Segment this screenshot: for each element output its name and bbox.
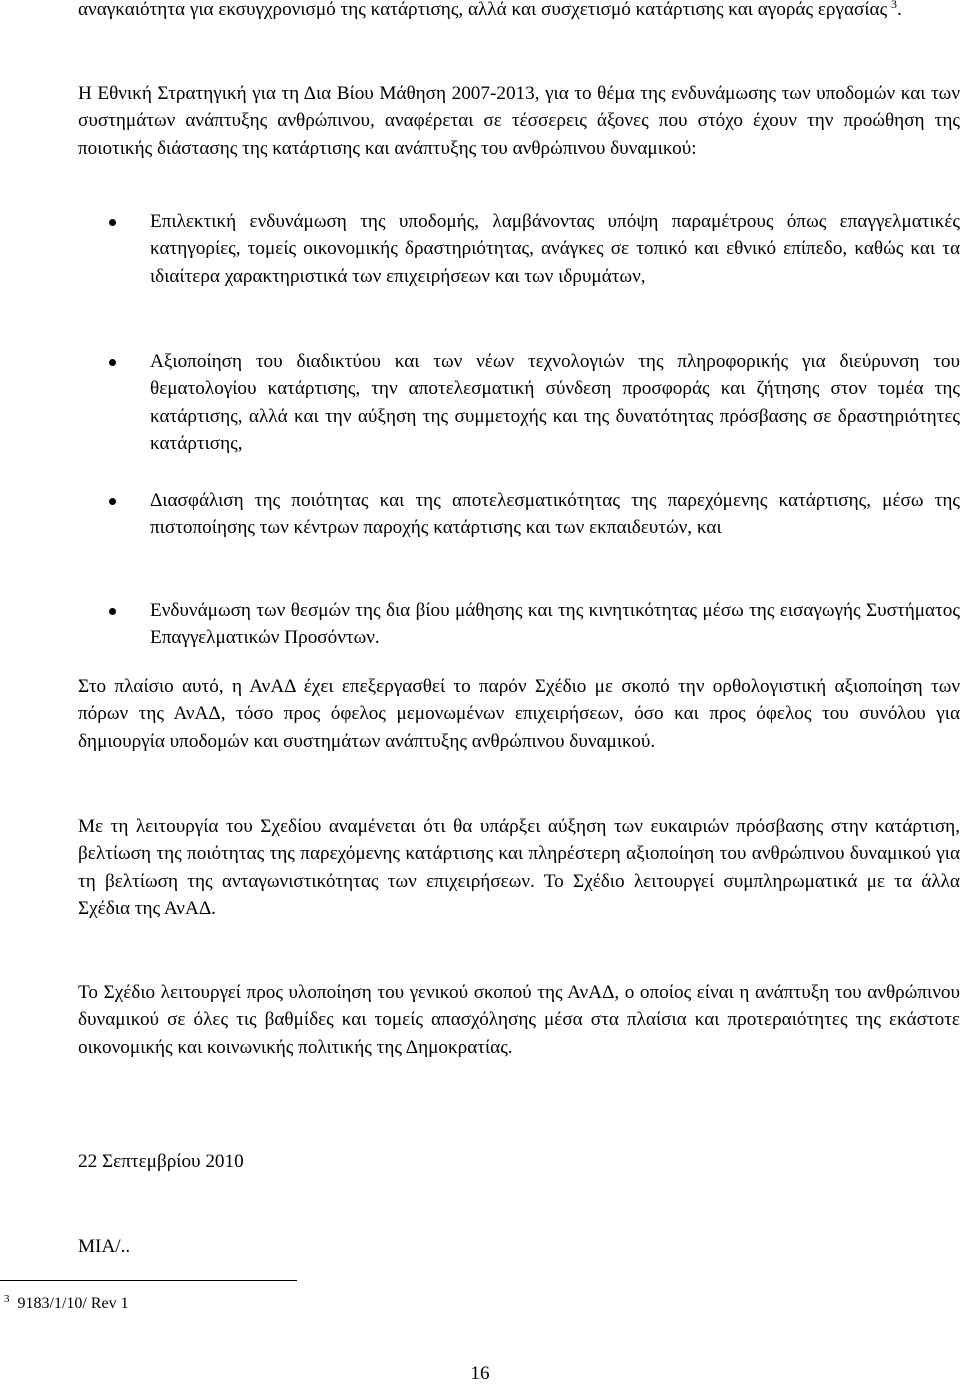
list-item-text: Ενδυνάμωση των θεσμών της δια βίου μάθησης και της κινητικότητας μέσω της εισαγωγής Συστήματος Επαγγελματικών Προσόντων. (150, 600, 960, 649)
list-item-text: Επιλεκτική ενδυνάμωση της υποδομής, λαμβάνοντας υπόψη παραμέτρους όπως επαγγελματικές κατηγορίες, τομείς οικονομικής δραστηριότητας, ανάγκες σε τοπικό και εθνικό επίπεδο, καθώς και τα ιδιαίτερα χαρακτηριστικά των επιχειρήσεων και των ιδρυμάτων, (150, 211, 960, 287)
list-item (150, 348, 960, 458)
document-date: 22 Σεπτεμβρίου 2010 (78, 1151, 244, 1172)
footnote-text: 9183/1/10/ Rev 1 (17, 1295, 129, 1312)
page-number: 16 (470, 1363, 490, 1384)
list-item (150, 208, 960, 290)
list-item-text: Αξιοποίηση του διαδικτύου και των νέων τεχνολογιών της πληροφορικής για διεύρυνση του θεματολογίου κατάρτισης, την αποτελεσματική σύνδεση προσφοράς και ζήτησης στον τομέα της κατάρτισης, αλλά και την αύξηση της συμμετοχής και της δυνατότητας πρόσβασης σε δραστηριότητες κατάρτισης, (150, 351, 960, 455)
context-paragraph: Στο πλαίσιο αυτό, η ΑνΑΔ έχει επεξεργασθεί το παρόν Σχέδιο με σκοπό την ορθολογιστική αξιοποίηση των πόρων της ΑνΑΔ, τόσο προς όφελος μεμονωμένων επιχειρήσεων, όσο και προς όφελος του συνόλου για δημιουργία υποδομών και συστημάτων ανάπτυξης ανθρώπινου δυναμικού. (78, 676, 960, 752)
bullet-icon (109, 219, 116, 226)
expectation-paragraph: Με τη λειτουργία του Σχεδίου αναμένεται ότι θα υπάρξει αύξηση των ευκαιριών πρόσβασης στην κατάρτιση, βελτίωση της ποιότητας της παρεχόμενης κατάρτισης και πληρέστερη αξιοποίηση του ανθρώπινου δυναμικού για τη βελτίωση της ανταγωνιστικότητας των επιχειρήσεων. Το Σχέδιο λειτουργεί συμπληρωματικά με τα άλλα Σχέδια της ΑνΑΔ. (78, 816, 960, 920)
bullet-icon (109, 359, 116, 366)
bullet-icon (109, 608, 116, 615)
top-paragraph-end: . (897, 0, 902, 20)
bullet-icon (109, 498, 116, 505)
footnote (4, 1294, 129, 1314)
top-paragraph (78, 0, 960, 23)
list-item (150, 487, 960, 542)
purpose-paragraph: Το Σχέδιο λειτουργεί προς υλοποίηση του γενικού σκοπού της ΑνΑΔ, ο οποίος είναι η ανάπτυξη του ανθρώπινου δυναμικού σε όλες τις βαθμίδες και τομείς απασχόλησης μέσα στα πλαίσια και προτεραιότητες της εκάστοτε οικονομικής και κοινωνικής πολιτικής της Δημοκρατίας. (78, 982, 960, 1058)
footnote-number: 3 (4, 1293, 10, 1305)
footnote-reference-mark[interactable]: 3 (891, 0, 898, 11)
list-item (150, 597, 960, 652)
list-item-text: Διασφάλιση της ποιότητας και της αποτελεσματικότητας της παρεχόμενης κατάρτισης, μέσω της πιστοποίησης των κέντρων παροχής κατάρτισης και των εκπαιδευτών, και (150, 490, 960, 539)
strategy-paragraph: Η Εθνική Στρατηγική για τη Δια Βίου Μάθηση 2007-2013, για το θέμα της ενδυνάμωσης των υποδομών και των συστημάτων ανάπτυξης ανθρώπινου, αναφέρεται σε τέσσερεις άξονες που στόχο έχουν την προώθηση της ποιοτικής διάστασης της κατάρτισης και ανάπτυξης του ανθρώπινου δυναμικού: (78, 83, 960, 159)
top-paragraph-text: αναγκαιότητα για εκσυγχρονισμό της κατάρτισης, αλλά και συσχετισμό κατάρτισης και αγοράς εργασίας (78, 0, 888, 20)
footnote-separator (0, 1280, 297, 1281)
document-reference: ΜΙΑ/.. (78, 1236, 131, 1257)
